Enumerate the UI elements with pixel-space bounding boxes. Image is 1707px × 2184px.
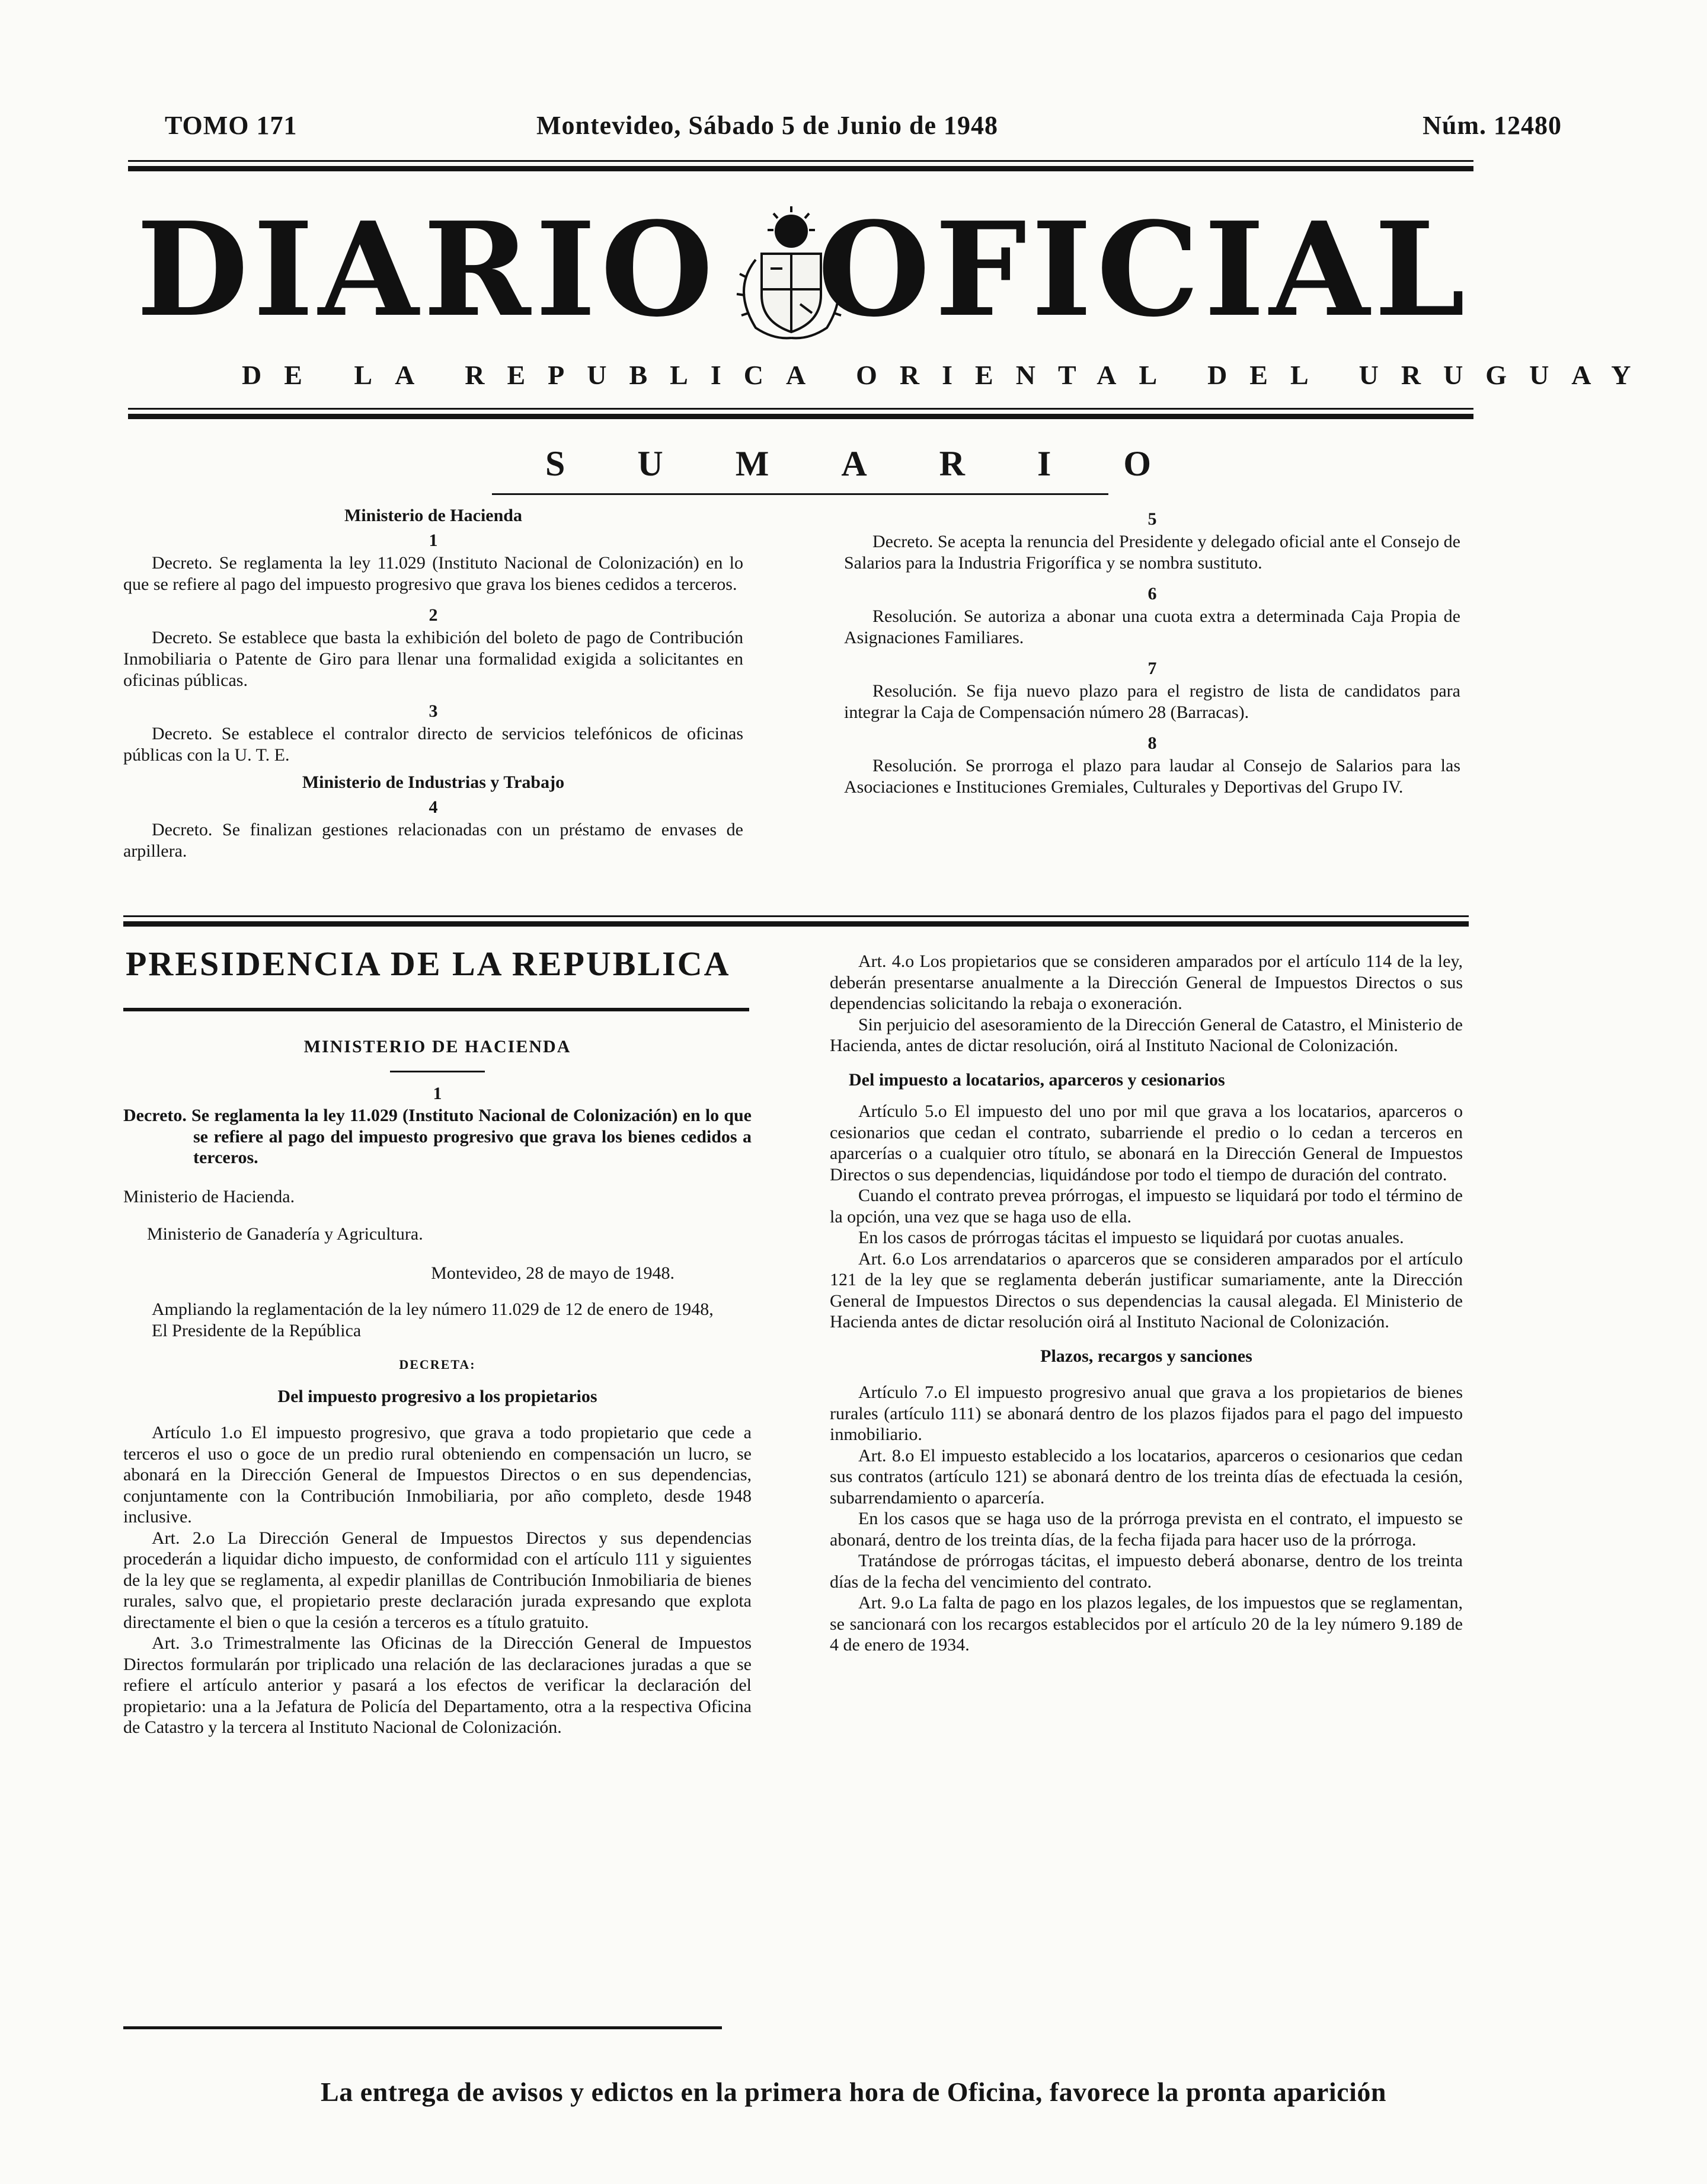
article-paragraph: Sin perjuicio del asesoramiento de la Dirección General de Catastro, el Ministerio de Hacienda, antes de dictar resolución, oirá al Instituto Nacional de Colonización.	[830, 1014, 1463, 1055]
sumario-item-text: Resolución. Se fija nuevo plazo para el registro de lista de candidatos para integrar la Caja de Compensación número 28 (Barracas).	[844, 681, 1460, 722]
divider	[390, 1071, 485, 1072]
sumario-item-text: Resolución. Se prorroga el plazo para laudar al Consejo de Salarios para las Asociaciones e Instituciones Gremiales, Culturales y Deportivas del Grupo IV.	[844, 756, 1460, 797]
sumario-item-text: Decreto. Se acepta la renuncia del Presidente y delegado oficial ante el Consejo de Salarios para la Industria Frigorífica y se nombra sustituto.	[844, 532, 1460, 573]
article-subhead: Plazos, recargos y sanciones	[1040, 1346, 1252, 1366]
article-subhead: Del impuesto a locatarios, aparceros y cesionarios	[849, 1069, 1225, 1090]
decree-heading: Decreto. Se reglamenta la ley 11.029 (Instituto Nacional de Colonización) en lo que se refiere al pago del impuesto progresivo que grava los bienes cedidos a terceros.	[123, 1106, 752, 1167]
sumario-left-column	[123, 505, 743, 871]
article-paragraph: En los casos que se haga uso de la prórroga prevista en el contrato, el impuesto se abonará, dentro de los treinta días, de la fecha fijada para hacer uso de la prórroga.	[830, 1509, 1463, 1550]
sumario-item-number: 1	[429, 531, 438, 550]
sumario-item-text: Decreto. Se reglamenta la ley 11.029 (Instituto Nacional de Colonización) en lo que se refiere al pago del impuesto progresivo que grava los bienes cedidos a terceros.	[123, 553, 743, 594]
ministry-heading: Ministerio de Hacienda	[344, 506, 522, 525]
sumario-item-number: 4	[429, 797, 438, 817]
article-paragraph: Art. 8.o El impuesto establecido a los locatarios, aparceros o cesionarios que cedan sus contratos (artículo 121) se abonará dentro de los treinta días de efectuada la cesión, subarrendamiento o aparcería.	[830, 1445, 1463, 1508]
divider	[128, 408, 1473, 410]
preamble: Ampliando la reglamentación de la ley número 11.029 de 12 de enero de 1948,	[152, 1299, 714, 1319]
masthead-subtitle: DE LA REPUBLICA ORIENTAL DEL URUGUAY	[242, 360, 1654, 390]
sumario-item-number: 6	[1147, 584, 1157, 604]
body-left-column	[123, 1036, 752, 1738]
divider	[123, 2026, 722, 2029]
signatory-ministry: Ministerio de Hacienda.	[123, 1186, 295, 1206]
sumario-item-text: Decreto. Se establece el contralor directo de servicios telefónicos de oficinas públicas con la U. T. E.	[123, 724, 743, 765]
masthead	[136, 196, 1470, 344]
divider	[128, 414, 1473, 419]
ministry-heading: MINISTERIO DE HACIENDA	[303, 1037, 571, 1056]
issue-line	[119, 110, 1588, 152]
issue-date: Montevideo, Sábado 5 de Junio de 1948	[536, 111, 998, 140]
divider	[128, 166, 1473, 171]
sumario-item-text: Resolución. Se autoriza a abonar una cuota extra a determinada Caja Propia de Asignaciones Familiares.	[844, 606, 1460, 647]
volume-number: TOMO 171	[165, 111, 298, 140]
ministry-heading: Ministerio de Industrias y Trabajo	[302, 772, 565, 792]
masthead-title-right: OFICIAL	[817, 194, 1470, 346]
divider	[123, 915, 1469, 917]
article-paragraph: Art. 3.o Trimestralmente las Oficinas de la Dirección General de Impuestos Directos formularán por triplicado una relación de las declaraciones juradas a que se refiere el artículo anterior y pasará a los efectos de verificar la declaración del propietario: una a la Jefatura de Policía del Departamento, otra a la respectiva Oficina de Catastro y la tercera al Instituto Nacional de Colonización.	[123, 1633, 752, 1737]
article-paragraph: Art. 2.o La Dirección General de Impuestos Directos y sus dependencias procederán a liquidar dicho impuesto, de conformidad con el artículo 111 y siguientes de la ley que se reglamenta, al expedir planillas de Contribución Inmobiliaria de bienes rurales, salvo que, el propietario preste declaración jurada expresando que explota directamente el bien o que la cesión a terceros es a título gratuito.	[123, 1528, 752, 1632]
article-paragraph: Artículo 1.o El impuesto progresivo, que grava a todo propietario que cede a terceros el uso o goce de un predio rural obteniendo en compensación un lucro, se abonará en la Dirección General de Impuestos Directos o en sus dependencias, conjuntamente con la Contribución Inmobiliaria, por año completo, desde 1948 inclusive.	[123, 1423, 752, 1527]
sumario-right-column	[844, 505, 1460, 807]
footer-notice: La entrega de avisos y edictos en la primera hora de Oficina, favorece la pronta aparición	[321, 2077, 1386, 2107]
sumario-item-number: 5	[1147, 509, 1157, 529]
decreta-label: DECRETA:	[399, 1357, 476, 1372]
article-paragraph: Art. 4.o Los propietarios que se consideren amparados por el artículo 114 de la ley, deberán presentarse anualmente a la Dirección General de Impuestos Directos o sus dependencias solicitando la rebaja o exoneración.	[830, 951, 1463, 1013]
sumario-item-number: 2	[429, 605, 438, 625]
article-paragraph: Cuando el contrato prevea prórrogas, el impuesto se liquidará por todo el término de la opción, una vez que se haga uso de ella.	[830, 1186, 1463, 1227]
article-paragraph: Art. 9.o La falta de pago en los plazos legales, de los impuestos que se reglamentan, se sancionará con los recargos establecidos por el artículo 20 de la ley número 9.189 de 4 de enero de 1934.	[830, 1593, 1463, 1655]
signatory-ministry: Ministerio de Ganadería y Agricultura.	[147, 1224, 423, 1244]
divider	[123, 1008, 749, 1011]
section-title: PRESIDENCIA DE LA REPUBLICA	[126, 944, 731, 983]
place-date: Montevideo, 28 de mayo de 1948.	[431, 1263, 675, 1283]
article-subhead: Del impuesto progresivo a los propietarios	[277, 1386, 597, 1406]
sumario-item-text: Decreto. Se establece que basta la exhibición del boleto de pago de Contribución Inmobiliaria o Patente de Giro para llenar una formalidad exigida a solicitantes en oficinas públicas.	[123, 628, 743, 690]
article-paragraph: Art. 6.o Los arrendatarios o aparceros que se consideren amparados por el artículo 121 de la ley que se reglamenta deberán justificar sumariamente, ante la Dirección General de Impuestos Directos o sus dependencias la causal alegada. El Ministerio de Hacienda antes de dictar resolución oirá al Instituto Nacional de Colonización.	[830, 1249, 1463, 1332]
article-paragraph: Artículo 5.o El impuesto del uno por mil que grava a los locatarios, aparceros o cesionarios que cedan el contrato, subarriende el predio o lo cedan a terceros en aparcerías o a cualquier otro título, se abonará en la Dirección General de Impuestos Directos o sus dependencias, liquidándose por todo el tiempo de duración del contrato.	[830, 1101, 1463, 1184]
decree-number: 1	[433, 1083, 442, 1103]
masthead-title-left: DIARIO	[136, 194, 718, 346]
sumario-item-number: 7	[1147, 659, 1157, 678]
divider	[128, 160, 1473, 162]
sumario-item-number: 8	[1147, 733, 1157, 753]
article-paragraph: En los casos de prórrogas tácitas el impuesto se liquidará por cuotas anuales.	[858, 1228, 1404, 1247]
divider	[123, 921, 1469, 927]
sumario-title: SUMARIO	[545, 444, 1224, 483]
article-paragraph: Artículo 7.o El impuesto progresivo anual que grava a los propietarios de bienes rurales (artículo 111) se abonará dentro de los plazos fijados para el pago del impuesto inmobiliario.	[830, 1382, 1463, 1444]
article-paragraph: Tratándose de prórrogas tácitas, el impuesto deberá abonarse, dentro de los treinta días de la fecha del vencimiento del contrato.	[830, 1551, 1463, 1592]
sumario-item-number: 3	[429, 701, 438, 721]
divider	[492, 493, 1108, 495]
issue-number: Núm. 12480	[1422, 111, 1562, 140]
president-line: El Presidente de la República	[152, 1320, 362, 1340]
sumario-item-text: Decreto. Se finalizan gestiones relacionadas con un préstamo de envases de arpillera.	[123, 820, 743, 861]
body-right-column	[830, 951, 1463, 1656]
